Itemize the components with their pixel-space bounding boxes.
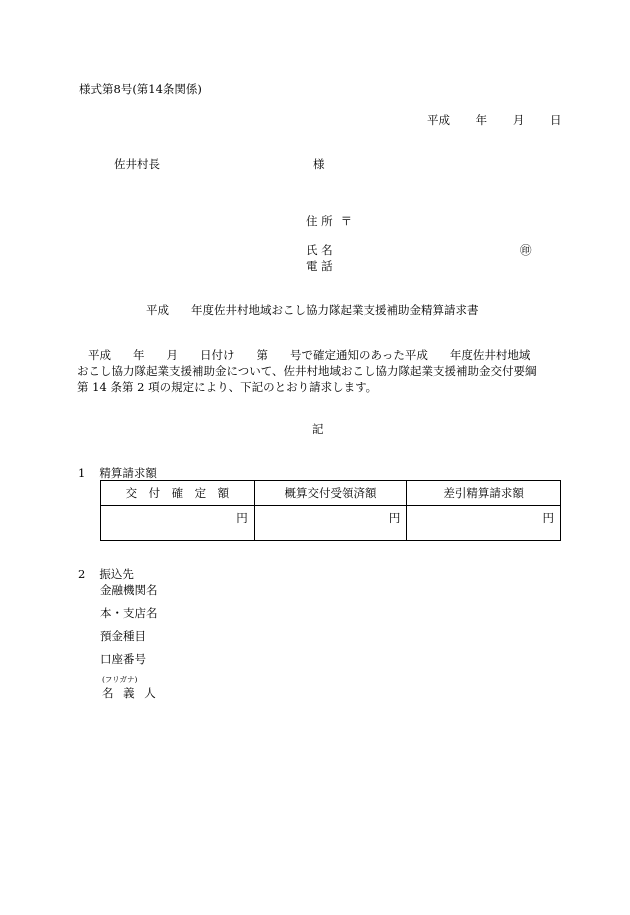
claim-amount-cell: 円 bbox=[407, 506, 561, 541]
header-claim-amount: 差引精算請求額 bbox=[407, 481, 561, 506]
section1-number: 1 bbox=[78, 466, 86, 480]
table-header-row bbox=[101, 481, 561, 506]
ki-mark: 記 bbox=[312, 422, 324, 436]
body-line-3: 第 14 条第 2 項の規定により、下記のとおり請求します。 bbox=[77, 380, 378, 394]
body-line-2: おこし協力隊起業支援補助金について、佐井村地域おこし協力隊起業支援補助金交付要綱 bbox=[77, 364, 537, 378]
header-received-amount: 概算交付受領済額 bbox=[254, 481, 407, 506]
section2-title: 振込先 bbox=[99, 567, 134, 581]
date-month: 月 bbox=[512, 113, 525, 127]
phone-label: 電 話 bbox=[306, 259, 333, 273]
date-era: 平成 bbox=[427, 113, 450, 127]
account-holder-label: 名 義 人 bbox=[102, 686, 159, 700]
furigana-label: (フリガナ) bbox=[102, 675, 138, 684]
address-label: 住 所 bbox=[306, 214, 333, 228]
body-line-1: 平成 年 月 日付け 第 号で確定通知のあった平成 年度佐井村地域 bbox=[88, 348, 531, 362]
section2-heading bbox=[78, 567, 134, 581]
addressee-name: 佐井村長 bbox=[114, 157, 160, 171]
date-line bbox=[427, 113, 561, 127]
form-number: 様式第8号(第14条関係) bbox=[79, 82, 202, 96]
received-amount-cell: 円 bbox=[254, 506, 407, 541]
addressee-honorific: 様 bbox=[313, 157, 325, 171]
bank-name-label: 金融機関名 bbox=[100, 583, 158, 597]
confirmed-amount-cell: 円 bbox=[101, 506, 255, 541]
table-row bbox=[101, 506, 561, 541]
title-text: 年度佐井村地域おこし協力隊起業支援補助金精算請求書 bbox=[191, 303, 479, 317]
date-year: 年 bbox=[475, 113, 488, 127]
account-number-label: 口座番号 bbox=[100, 652, 146, 666]
account-type-label: 預金種目 bbox=[100, 629, 146, 643]
section2-number: 2 bbox=[78, 567, 86, 581]
settlement-amount-table bbox=[100, 480, 561, 541]
date-day: 日 bbox=[549, 113, 562, 127]
branch-name-label: 本・支店名 bbox=[100, 606, 158, 620]
postal-mark: 〒 bbox=[340, 214, 353, 228]
name-label: 氏 名 bbox=[306, 243, 333, 257]
document-title bbox=[146, 303, 479, 317]
address-line bbox=[306, 214, 352, 228]
section1-heading bbox=[78, 466, 157, 480]
seal-mark: ㊞ bbox=[520, 243, 532, 257]
section1-title: 精算請求額 bbox=[99, 466, 157, 480]
header-confirmed-amount: 交 付 確 定 額 bbox=[101, 481, 255, 506]
title-era: 平成 bbox=[146, 303, 169, 317]
